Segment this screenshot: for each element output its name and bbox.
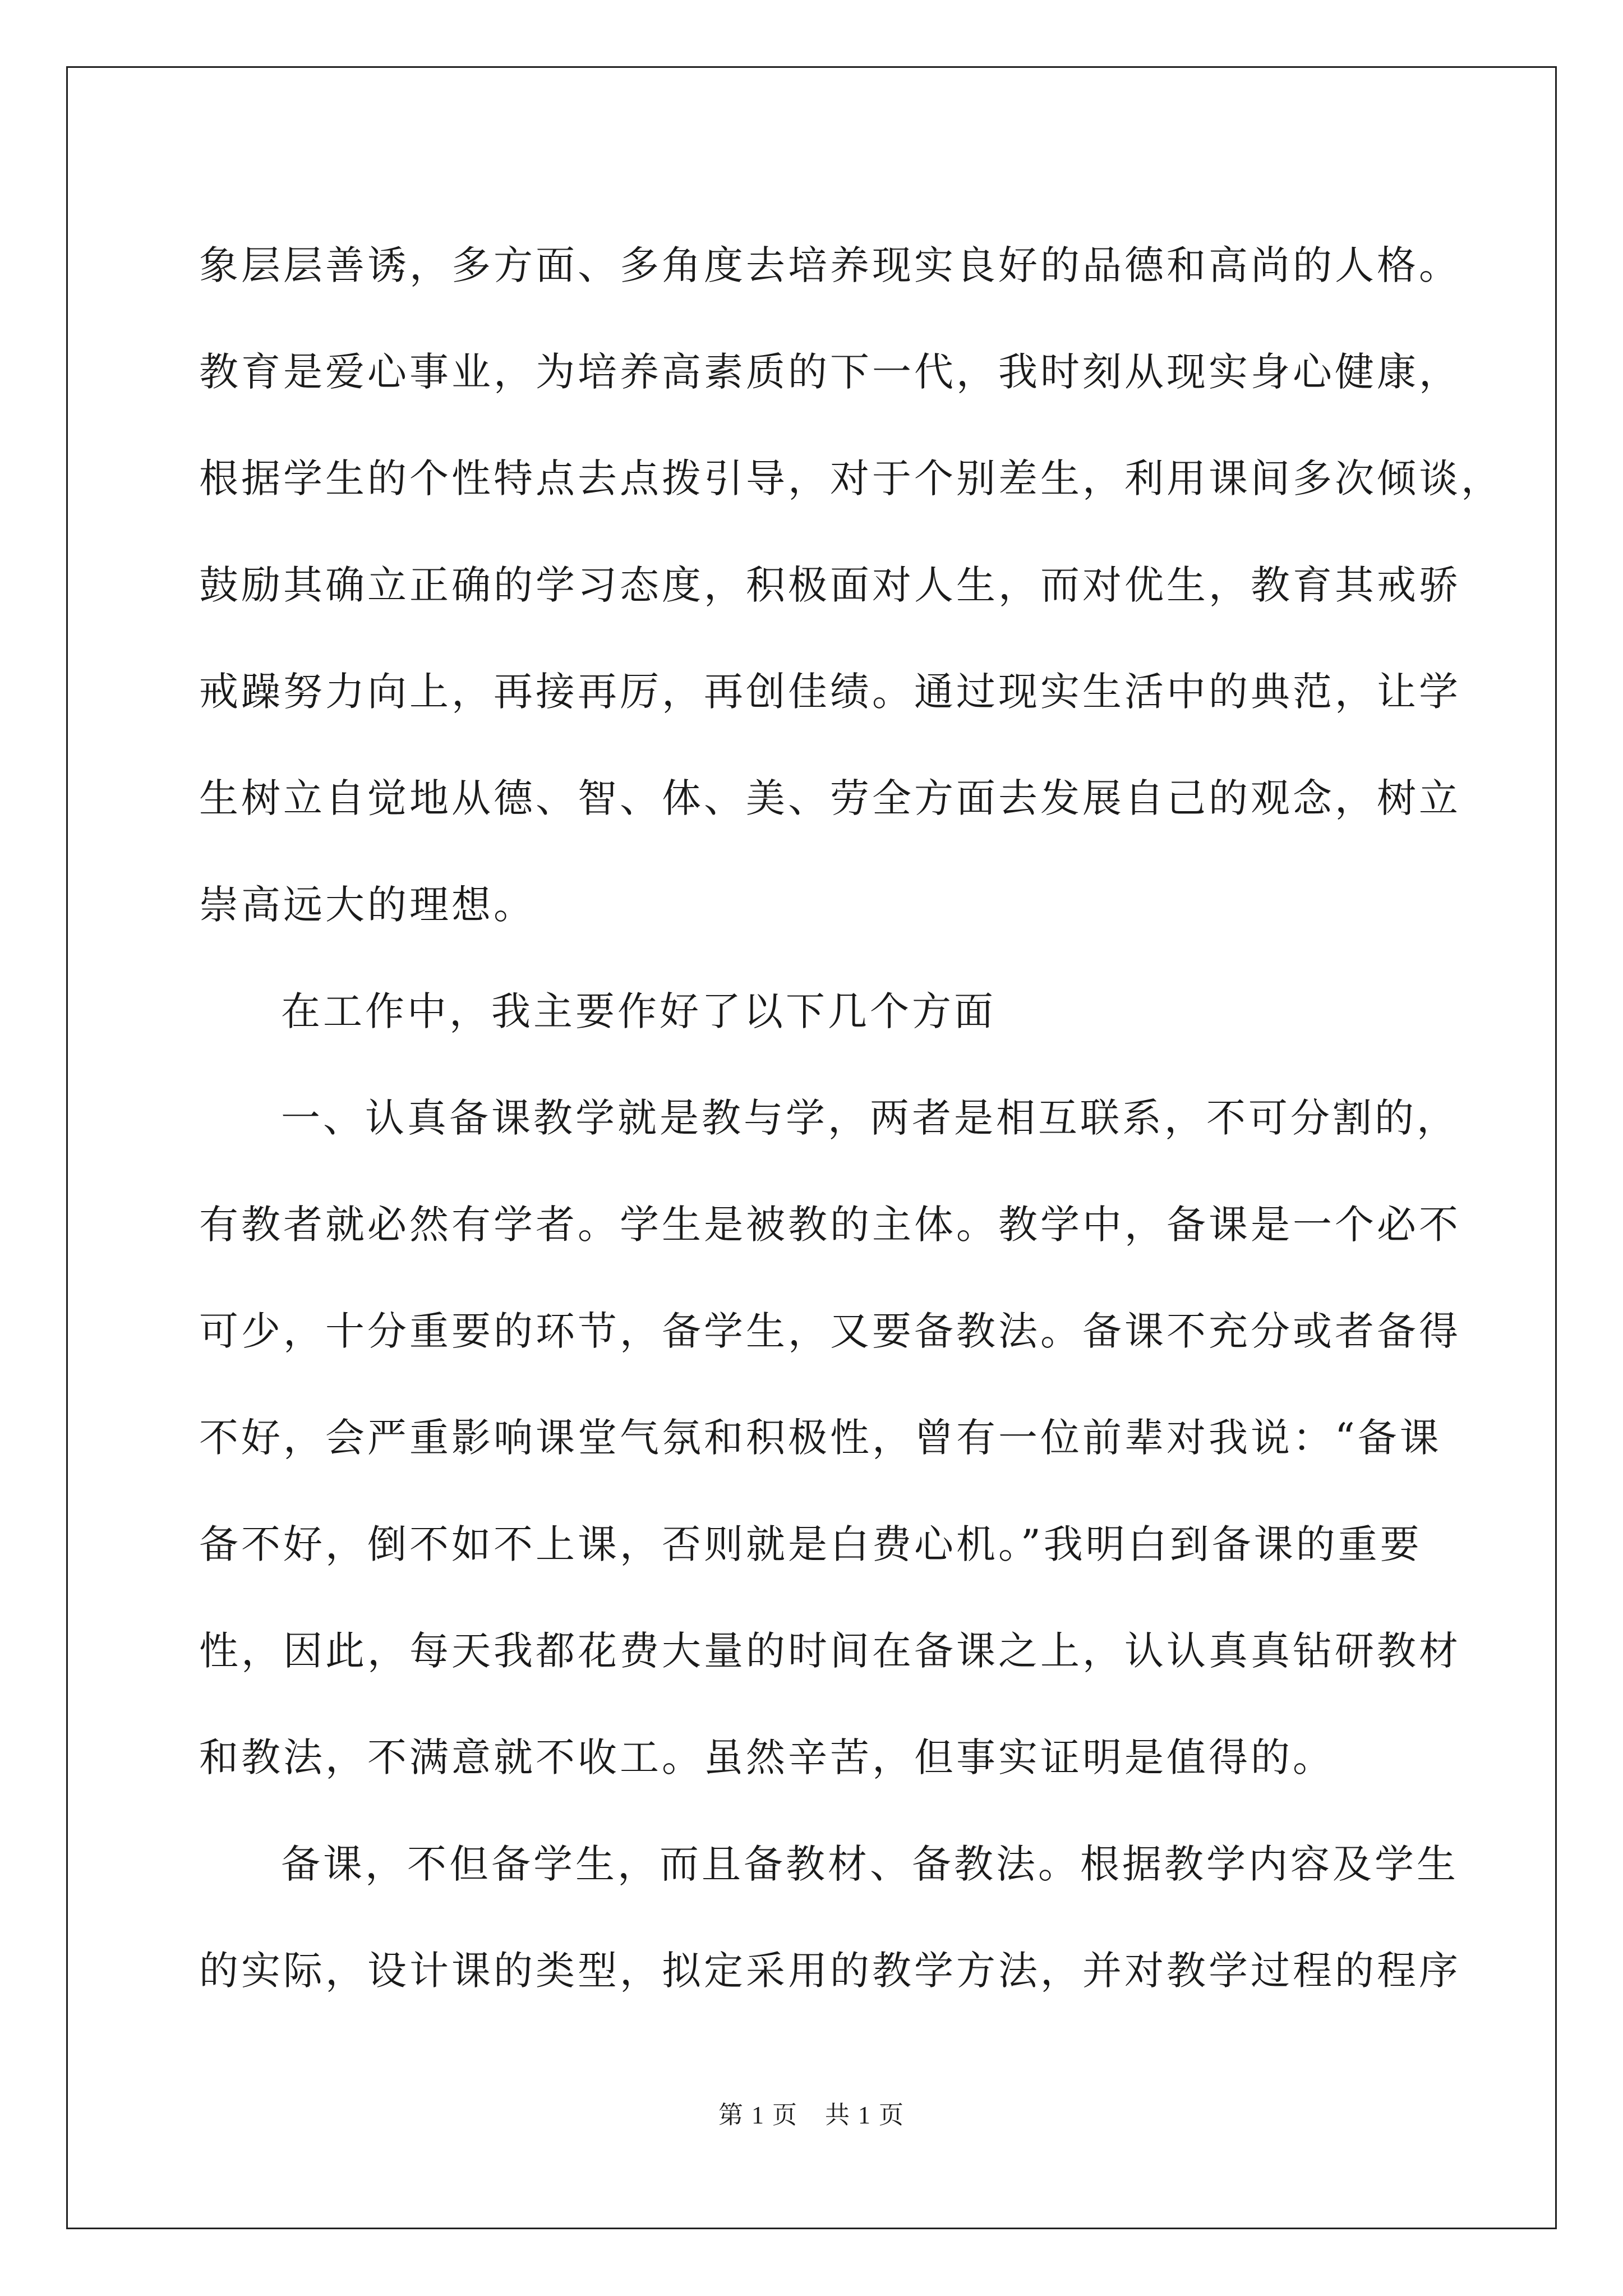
text-line: 生树立自觉地从德、智、体、美、劳全方面去发展自己的观念，树立 [199,775,1461,821]
page-footer [0,2095,1623,2131]
text-line: 象层层善诱，多方面、多角度去培养现实良好的品德和高尚的人格。 [199,242,1461,288]
text-line: 有教者就必然有学者。学生是被教的主体。教学中，备课是一个必不 [199,1202,1461,1248]
paragraph [199,1811,1461,2024]
text-line: 和教法，不满意就不收工。虽然辛苦，但事实证明是值得的。 [199,1734,1335,1780]
text-line: 性，因此，每天我都花费大量的时间在备课之上，认认真真钻研教材 [199,1628,1461,1674]
text-line: 可少，十分重要的环节，备学生，又要备教法。备课不充分或者备得 [199,1308,1461,1354]
text-line: 备课，不但备学生，而且备教材、备教法。根据教学内容及学生 [281,1841,1459,1887]
paragraph [199,958,1444,1065]
text-line: 备不好，倒不如不上课，否则就是白费心机。”我明白到备课的重要 [199,1521,1422,1567]
text-line: 崇高远大的理想。 [199,882,536,928]
text-line: 一、认真备课教学就是教与学，两者是相互联系，不可分割的， [281,1095,1459,1141]
text-line: 在工作中，我主要作好了以下几个方面 [281,988,996,1034]
text-line: 不好，会严重影响课堂气氛和积极性，曾有一位前辈对我说：“备课 [199,1415,1442,1461]
document-body [199,212,1503,2024]
text-line: 戒躁努力向上，再接再厉，再创佳绩。通过现实生活中的典范，让学 [199,669,1461,715]
page-number: 第 1 页 [718,2101,798,2129]
text-line: 教育是爱心事业，为培养高素质的下一代，我时刻从现实身心健康， [199,349,1461,395]
text-line: 根据学生的个性特点去点拨引导，对于个别差生，利用课间多次倾谈， [199,455,1503,501]
page-total: 共 1 页 [825,2101,905,2129]
text-line: 的实际，设计课的类型，拟定采用的教学方法，并对教学过程的程序 [199,1948,1461,1994]
paragraph [199,212,1503,958]
paragraph [199,1065,1461,1811]
text-line: 鼓励其确立正确的学习态度，积极面对人生，而对优生，教育其戒骄 [199,562,1461,608]
